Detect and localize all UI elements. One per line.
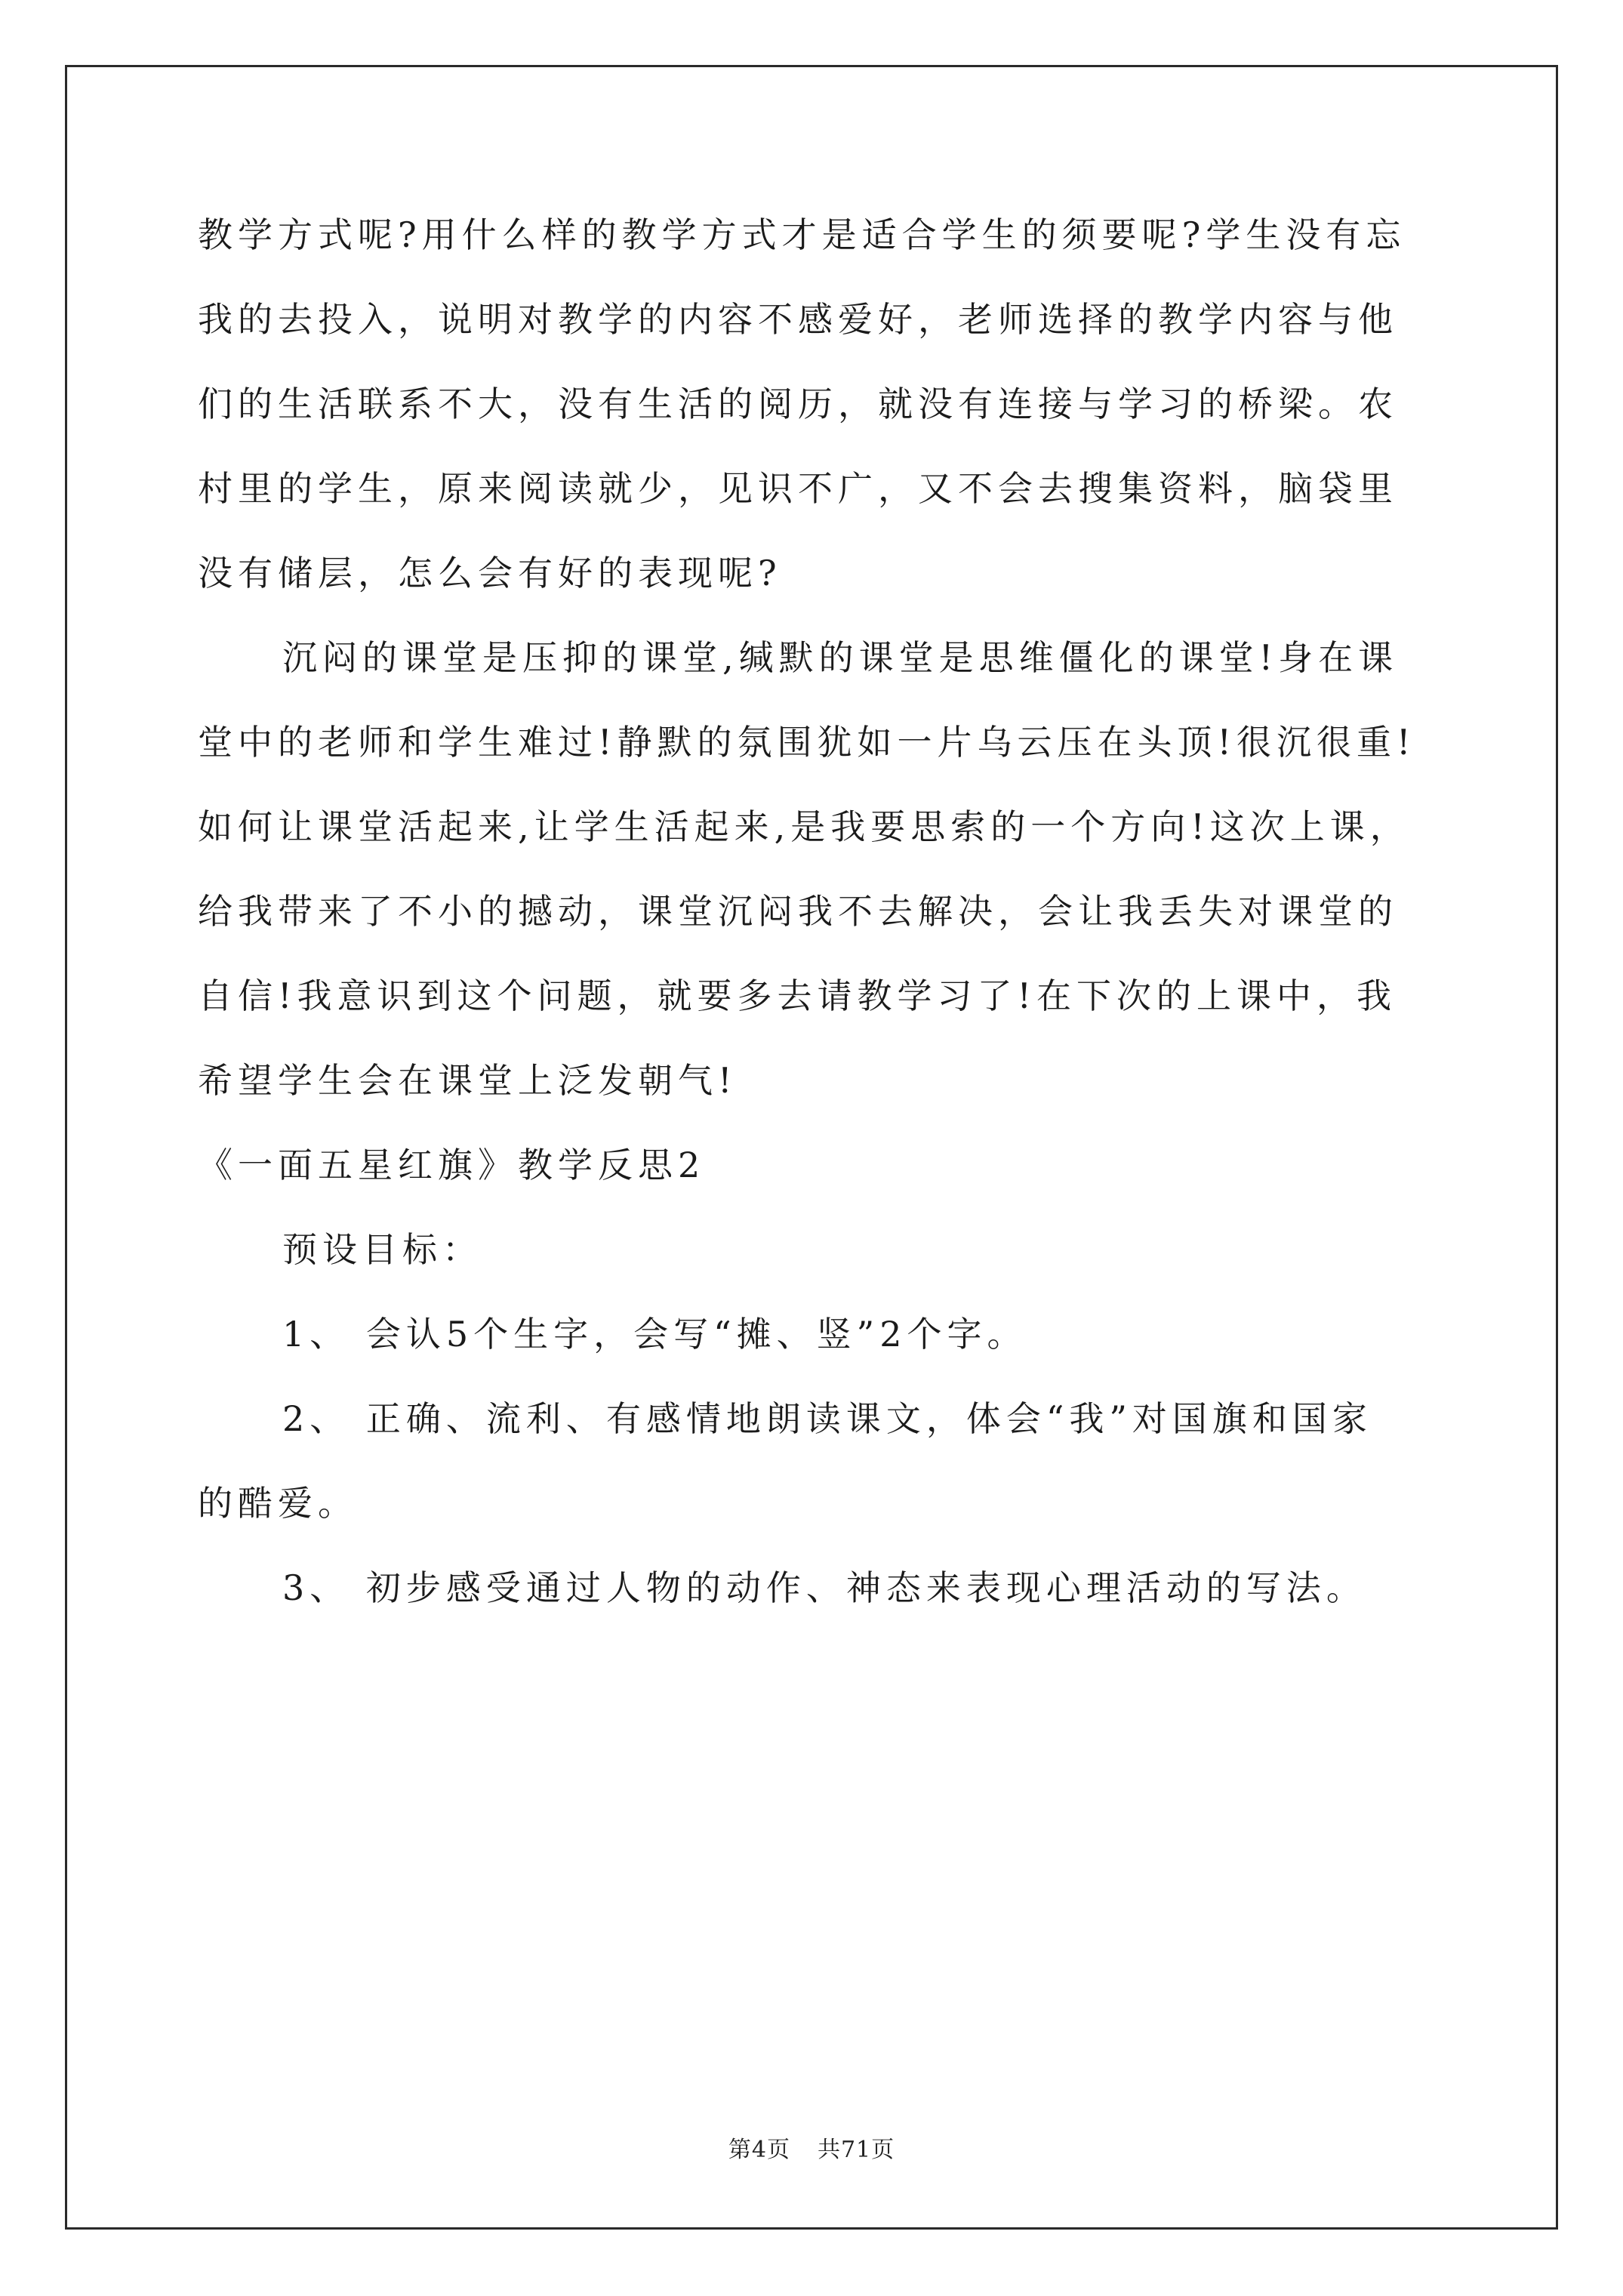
body-line: 我的去投入，说明对教学的内容不感爱好，老师选择的教学内容与他 xyxy=(198,299,1398,340)
body-line: 希望学生会在课堂上泛发朝气! xyxy=(198,1060,738,1101)
page-footer xyxy=(0,2131,1623,2164)
body-line: 的酷爱。 xyxy=(198,1483,358,1524)
body-line: 没有储层，怎么会有好的表现呢? xyxy=(198,553,782,593)
body-line: 堂中的老师和学生难过!静默的氛围犹如一片乌云压在头顶!很沉很重! xyxy=(198,722,1416,763)
body-line: 3、 初步感受通过人物的动作、神态来表现心理活动的写法。 xyxy=(282,1567,1366,1608)
body-line: 1、 会认5个生字，会写“摊、竖”2个字。 xyxy=(282,1314,1027,1354)
body-line: 沉闷的课堂是压抑的课堂,缄默的课堂是思维僵化的课堂!身在课 xyxy=(282,637,1399,678)
body-line: 自信!我意识到这个问题，就要多去请教学习了!在下次的上课中，我 xyxy=(198,975,1397,1016)
body-line: 2、 正确、流利、有感情地朗读课文，体会“我”对国旗和国家 xyxy=(282,1398,1372,1439)
page-total: 共71页 xyxy=(817,2137,895,2163)
body-line: 们的生活联系不大，没有生活的阅历，就没有连接与学习的桥梁。农 xyxy=(198,384,1398,424)
body-line: 教学方式呢?用什么样的教学方式才是适合学生的须要呢?学生没有忘 xyxy=(198,214,1406,255)
body-line: 预设目标： xyxy=(282,1229,482,1270)
body-line: 如何让课堂活起来,让学生活起来,是我要思索的一个方向!这次上课， xyxy=(198,806,1410,847)
section-heading: 《一面五星红旗》教学反思2 xyxy=(198,1145,706,1185)
body-line: 村里的学生，原来阅读就少，见识不广，又不会去搜集资料，脑袋里 xyxy=(198,468,1398,509)
page-number: 第4页 xyxy=(728,2137,790,2163)
body-line: 给我带来了不小的撼动，课堂沉闷我不去解决，会让我丢失对课堂的 xyxy=(198,891,1398,932)
document-body xyxy=(198,193,1436,1630)
